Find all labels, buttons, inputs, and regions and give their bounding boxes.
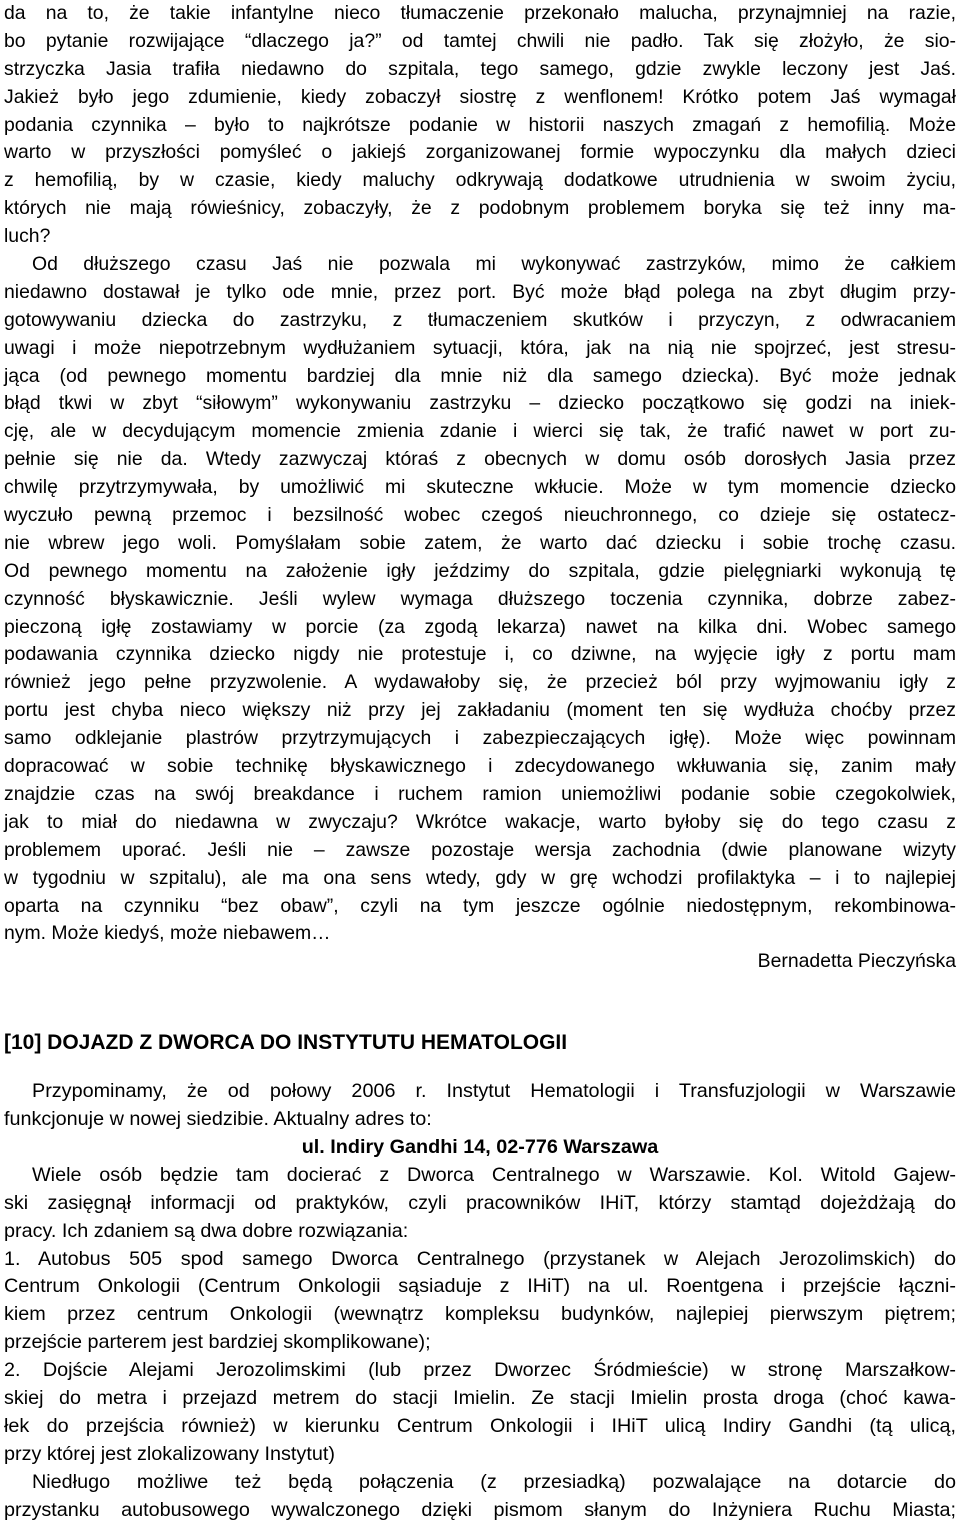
text-line: niedawno dostawał je tylko ode mnie, przez port. Być może błąd polega na zbyt długim przy-: [4, 280, 956, 303]
article-text: [4, 0, 956, 976]
text-line: pełnie się nie da. Wtedy zazwyczaj któraś z obecnych w domu osób dorosłych Jasia przez: [4, 448, 956, 471]
text-line: bo pytanie rozwijające “dlaczego ja?” od tamtej chwili nie padło. Tak się złożyło, że sio-: [4, 29, 956, 52]
section-line: Wiele osób będzie tam docierać z Dworca Centralnego w Warszawie. Kol. Witold Gajew-: [32, 1163, 956, 1186]
text-line: nym. Może kiedyś, może niebawem…: [4, 922, 331, 945]
text-line: chwilę przytrzymywała, by umożliwić mi skuteczne wkłucie. Może w tym momencie dziecko: [4, 476, 956, 499]
text-line: błąd tkwi w zbyt “siłowym” wykonywaniu zastrzyku – dziecko początkowo się godzi na iniek-: [4, 392, 956, 415]
text-line: Bernadetta Pieczyńska: [757, 950, 956, 973]
document-page: [4, 0, 956, 1524]
text-line: gotowywaniu dziecka do zastrzyku, z tłumaczeniem skutków i przyczyn, z odwracaniem: [4, 308, 956, 331]
text-line: podawania czynnika dziecko nigdy nie protestuje i, co dziwne, na wyjęcie igły z portu mam: [4, 643, 956, 666]
text-line: luch?: [4, 225, 51, 248]
text-line: jąca (od pewnego momentu bardziej dla mnie niż dla samego dziecka). Być może jednak: [4, 364, 956, 387]
text-line: nie wbrew jego woli. Pomyślałam sobie zatem, że warto dać dziecku i sobie trochę czasu.: [4, 531, 956, 554]
text-line: Od dłuższego czasu Jaś nie pozwala mi wykonywać zastrzyków, mimo że całkiem: [32, 253, 956, 276]
section-line: przejście parterem jest bardziej skomplikowane);: [4, 1331, 431, 1354]
text-line: znajdzie czas na swój breakdance i ruchem ramion uniemożliwi podanie sobie czegokolwiek,: [4, 782, 956, 805]
text-line: w tygodniu w szpitalu), ale ma ona sens wtedy, gdy w grę wchodzi profilaktyka – i to najlepiej: [4, 866, 956, 889]
section-line: pracy. Ich zdaniem są dwa dobre rozwiązania:: [4, 1219, 409, 1242]
text-line: da na to, że takie infantylne nieco tłumaczenie przekonało malucha, przynajmniej na razie,: [4, 2, 956, 24]
section-line: łek do przejścia również) w kierunku Centrum Onkologii i IHiT ulicą Indiry Gandhi (tą ulicą,: [4, 1414, 956, 1437]
section-line: Centrum Onkologii (Centrum Onkologii sąsiaduje z IHiT) na ul. Roentgena i przejście łączni-: [4, 1275, 956, 1298]
text-line: z hemofilią, by w czasie, kiedy maluchy odkrywają dodatkowe utrudnienia w swoim życiu,: [4, 169, 956, 192]
text-line: czynność błyskawicznie. Jeśli wylew wymaga dłuższego toczenia czynnika, dobrze zabez-: [4, 587, 956, 610]
section-line: 1. Autobus 505 spod samego Dworca Centralnego (przystanek w Alejach Jerozolimskich) do: [4, 1247, 956, 1270]
text-line: pieczoną igłę zostawiamy w porcie (za zgodą lekarza) nawet na kilka dni. Wobec samego: [4, 615, 956, 638]
section-line: Przypominamy, że od połowy 2006 r. Instytut Hematologii i Transfuzjologii w Warszawie: [32, 1080, 956, 1103]
section-line: ski zasięgnął informacji od praktyków, czyli pracowników IHiT, którzy stamtąd dojeżdżają do: [4, 1191, 956, 1214]
text-line: również jego pełne przyzwolenie. A wydawałoby się, że przecież ból przy wyjmowaniu igły z: [4, 671, 956, 694]
text-line: samo odklejanie plastrów przytrzymujących i zabezpieczających igłę). Może więc powinnam: [4, 727, 956, 750]
section-heading: [10] DOJAZD Z DWORCA DO INSTYTUTU HEMATOLOGII: [4, 1031, 568, 1055]
text-line: Jakież było jego zdumienie, kiedy zobaczył siostrę z wenflonem! Krótko potem Jaś wymagał: [4, 85, 956, 108]
section-line: 2. Dojście Alejami Jerozolimskimi (lub przez Dworzec Śródmieście) w stronę Marszałkow-: [4, 1359, 956, 1382]
text-line: których nie mają rówieśnicy, zobaczyły, że z podobnym problemem boryka się też inny ma-: [4, 197, 956, 220]
text-line: jak to miał do niedawna w zwyczaju? Wkrótce wakacje, warto byłoby się do tego czasu z: [4, 810, 956, 833]
section-line: ul. Indiry Gandhi 14, 02-776 Warszawa: [301, 1135, 659, 1158]
section-line: funkcjonuje w nowej siedzibie. Aktualny adres to:: [4, 1108, 432, 1131]
text-line: uwagi i może niepotrzebnym wydłużaniem sytuacji, która, jak na nią nie spojrzeć, jest stresu-: [4, 336, 956, 359]
text-line: dopracować w sobie technikę błyskawicznego i zdecydowanego wkłuwania się, zanim mały: [4, 755, 956, 778]
section-line: przystanku autobusowego wywalczonego dzięki pismom słanym do Inżyniera Ruchu Miasta;: [4, 1498, 956, 1521]
section-line: przy której jest zlokalizowany Instytut): [4, 1442, 335, 1465]
text-line: problemem uporać. Jeśli nie – zawsze pozostaje wersja zachodnia (dwie planowane wizyty: [4, 838, 956, 861]
text-line: podania czynnika – było to najkrótsze podanie w historii naszych zmagań z hemofilią. Może: [4, 113, 956, 136]
text-line: wyczuło pewną przemoc i bezsilność wobec czegoś nieuchronnego, co dzieje się ostatecz-: [4, 504, 956, 527]
section-line: skiej do metra i przejazd metrem do stacji Imielin. Ze stacji Imielin prosta droga (choć kawa-: [4, 1386, 956, 1409]
section-line: Niedługo możliwe też będą połączenia (z przesiadką) pozwalające na dotarcie do: [32, 1470, 956, 1493]
section-body: [4, 1078, 956, 1524]
section-line: kiem przez centrum Onkologii (wewnątrz kompleksu budynków, najlepiej pierwszym piętrem;: [4, 1303, 956, 1326]
text-line: oparta na czynniku “bez obaw”, czyli na tym jeszcze ogólnie niedostępnym, rekombinowa-: [4, 894, 956, 917]
text-line: Od pewnego momentu na założenie igły jeździmy do szpitala, gdzie pielęgniarki wykonują tę: [4, 559, 956, 582]
text-line: cję, ale w decydującym momencie zmienia zdanie i wierci się tak, że trafić nawet w port zu-: [4, 420, 956, 443]
text-line: strzyczka Jasia trafiła niedawno do szpitala, tego samego, gdzie zwykle leczony jest Jaś.: [4, 57, 956, 80]
text-line: warto w przyszłości pomyśleć o jakiejś zorganizowanej formie wypoczynku dla małych dzieci: [4, 141, 956, 164]
text-line: portu jest chyba nieco większy niż przy jej zakładaniu (moment ten się wydłuża choćby przez: [4, 699, 956, 722]
